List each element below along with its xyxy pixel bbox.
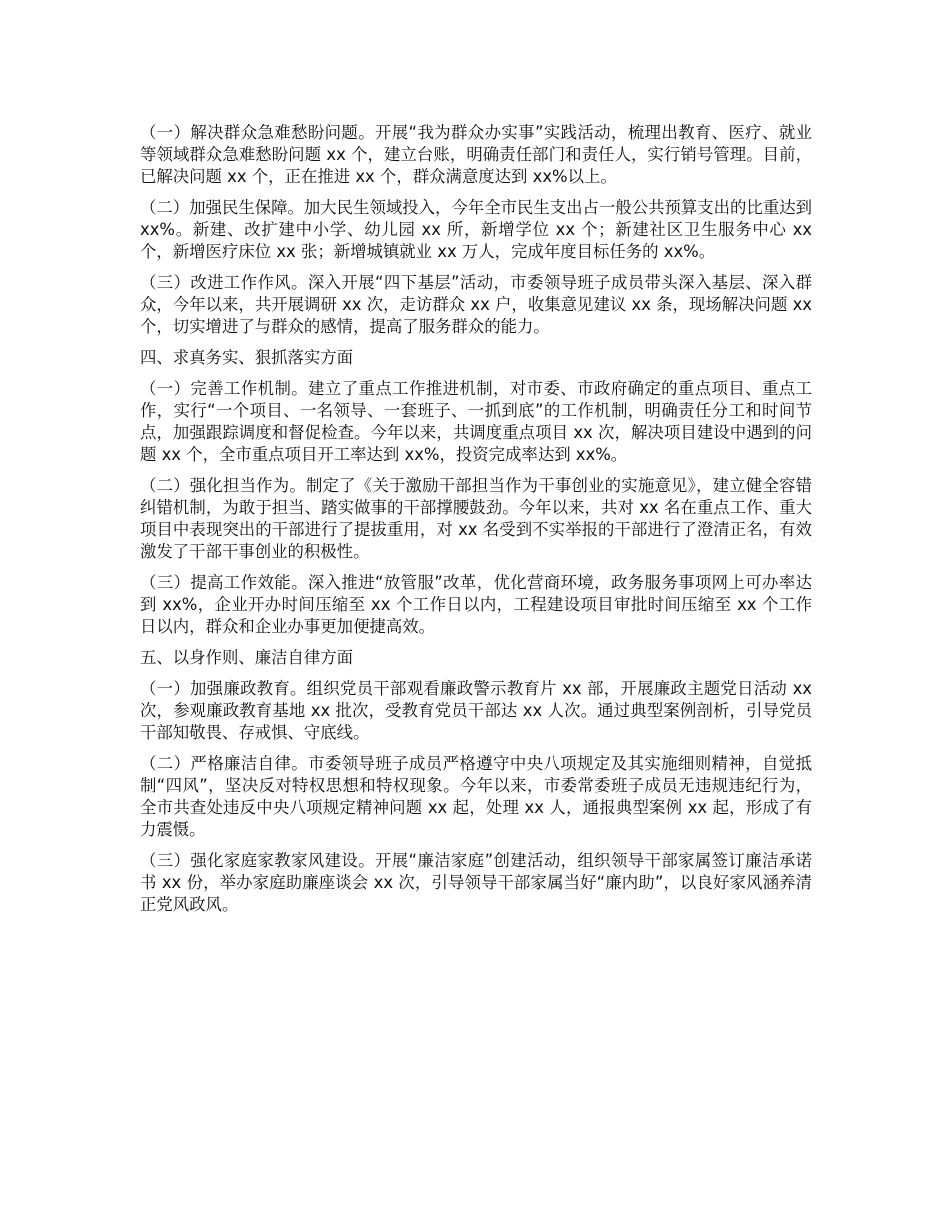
paragraph-1-2: （二）加强民生保障。加大民生领域投入，今年全市民生支出占一般公共预算支出的比重达到 xx%。新建、改扩建中小学、幼儿园 xx 所，新增学位 xx 个；新建社区卫生服务中心 xx 个，新增医疗床位 xx 张；新增城镇就业 xx 万人，完成年度目标任务的 xx%。 (140, 197, 813, 261)
paragraph-5-1: （一）加强廉政教育。组织党员干部观看廉政警示教育片 xx 部，开展廉政主题党日活动 xx 次，参观廉政教育基地 xx 批次，受教育党员干部达 xx 人次。通过典型案例剖析，引导党员干部知敬畏、存戒惧、守底线。 (140, 679, 812, 742)
document-body (140, 122, 812, 925)
paragraph-4-1: （一）完善工作机制。建立了重点工作推进机制，对市委、市政府确定的重点项目、重点工作，实行“一个项目、一名领导、一套班子、一抓到底”的工作机制，明确责任分工和时间节点，加强跟踪调度和督促检查。今年以来，共调度重点项目 xx 次，解决项目建设中遇到的问题 xx 个，全市重点项目开工率达到 xx%，投资完成率达到 xx%。 (140, 379, 812, 464)
paragraph-4-3: （三）提高工作效能。深入推进“放管服”改革，优化营商环境，政务服务事项网上可办率达到 xx%，企业开办时间压缩至 xx 个工作日以内，工程建设项目审批时间压缩至 xx 个工作日以内，群众和企业办事更加便捷高效。 (140, 572, 812, 636)
paragraph-1-1: （一）解决群众急难愁盼问题。开展“我为群众办实事”实践活动，梳理出教育、医疗、就业等领域群众急难愁盼问题 xx 个，建立台账，明确责任部门和责任人，实行销号管理。目前，已解决问题 xx 个，正在推进 xx 个，群众满意度达到 xx%以上。 (140, 123, 812, 186)
section-heading-5: 五、以身作则、廉洁自律方面 (140, 647, 354, 667)
paragraph-5-3: （三）强化家庭家教家风建设。开展“廉洁家庭”创建活动，组织领导干部家属签订廉洁承诺书 xx 份，举办家庭助廉座谈会 xx 次，引导领导干部家属当好“廉内助”，以良好家风涵养清正党风政风。 (140, 851, 812, 914)
paragraph-5-2: （二）严格廉洁自律。市委领导班子成员严格遵守中央八项规定及其实施细则精神，自觉抵制“四风”，坚决反对特权思想和特权现象。今年以来，市委常委班子成员无违规违纪行为，全市共查处违反中央八项规定精神问题 xx 起，处理 xx 人，通报典型案例 xx 起，形成了有力震慑。 (140, 754, 812, 839)
section-heading-4: 四、求真务实、狠抓落实方面 (140, 347, 354, 367)
paragraph-1-3: （三）改进工作作风。深入开展“四下基层”活动，市委领导班子成员带头深入基层、深入群众，今年以来，共开展调研 xx 次，走访群众 xx 户，收集意见建议 xx 条，现场解决问题 xx 个，切实增进了与群众的感情，提高了服务群众的能力。 (140, 272, 812, 336)
paragraph-4-2: （二）强化担当作为。制定了《关于激励干部担当作为干事创业的实施意见》，建立健全容错纠错机制，为敢于担当、踏实做事的干部撑腰鼓劲。今年以来，共对 xx 名在重点工作、重大项目中表现突出的干部进行了提拔重用，对 xx 名受到不实举报的干部进行了澄清正名，有效激发了干部干事创业的积极性。 (140, 476, 812, 561)
